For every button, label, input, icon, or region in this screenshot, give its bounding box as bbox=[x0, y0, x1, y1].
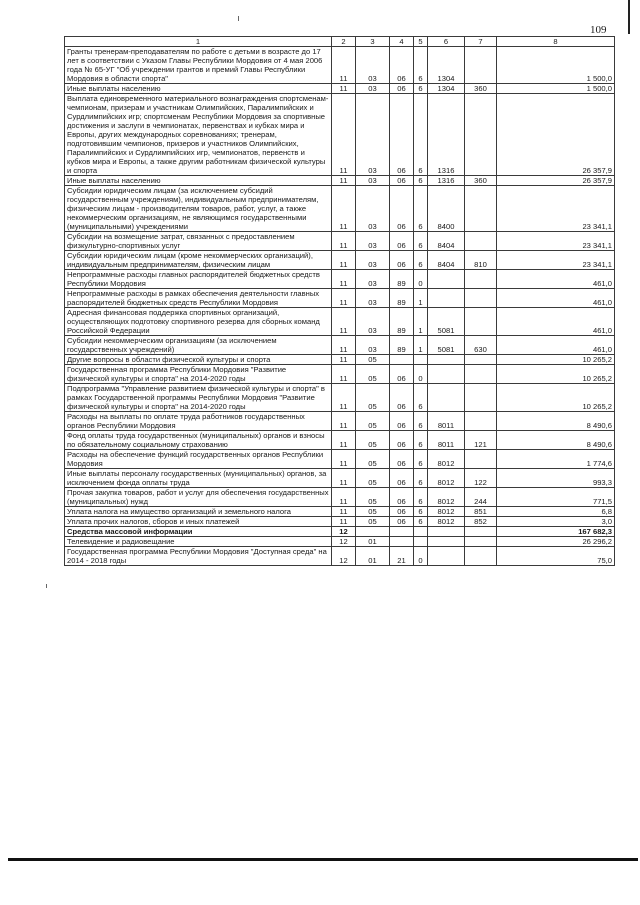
row-expense-type: 360 bbox=[465, 84, 497, 94]
row-subprogram: 6 bbox=[414, 176, 428, 186]
row-item-code bbox=[428, 355, 465, 365]
row-amount: 1 500,0 bbox=[497, 84, 615, 94]
column-header: 6 bbox=[428, 37, 465, 47]
row-expense-type: 851 bbox=[465, 507, 497, 517]
row-subsection: 05 bbox=[356, 450, 390, 469]
row-section: 12 bbox=[332, 537, 356, 547]
row-subsection: 05 bbox=[356, 431, 390, 450]
row-name: Субсидии юридическим лицам (за исключением субсидий государственным учреждениям), индивидуальным предпринимателям, физическим лицам - производителям товаров, работ, услуг, а также некоммерческим организациям, не являющимся государственными (муниципальными) учреждениями bbox=[65, 186, 332, 232]
margin-tick bbox=[46, 584, 47, 588]
row-expense-type bbox=[465, 365, 497, 384]
row-expense-type bbox=[465, 547, 497, 566]
row-amount: 8 490,6 bbox=[497, 412, 615, 431]
row-subsection: 05 bbox=[356, 384, 390, 412]
row-name: Расходы на выплаты по оплате труда работников государственных органов Республики Мордовия bbox=[65, 412, 332, 431]
row-amount: 26 357,9 bbox=[497, 176, 615, 186]
row-item-code: 1304 bbox=[428, 47, 465, 84]
row-program: 89 bbox=[390, 289, 414, 308]
row-item-code: 5081 bbox=[428, 336, 465, 355]
row-item-code bbox=[428, 289, 465, 308]
row-subsection: 05 bbox=[356, 412, 390, 431]
row-program bbox=[390, 527, 414, 537]
row-amount: 461,0 bbox=[497, 270, 615, 289]
column-header: 5 bbox=[414, 37, 428, 47]
row-name: Иные выплаты населению bbox=[65, 176, 332, 186]
row-subprogram: 6 bbox=[414, 84, 428, 94]
row-item-code bbox=[428, 384, 465, 412]
row-amount: 75,0 bbox=[497, 547, 615, 566]
row-program: 06 bbox=[390, 365, 414, 384]
row-item-code: 5081 bbox=[428, 308, 465, 336]
row-subprogram: 6 bbox=[414, 507, 428, 517]
row-name: Другие вопросы в области физической культуры и спорта bbox=[65, 355, 332, 365]
row-amount: 1 500,0 bbox=[497, 47, 615, 84]
table-row bbox=[65, 527, 615, 537]
row-subsection: 03 bbox=[356, 308, 390, 336]
row-subprogram bbox=[414, 527, 428, 537]
row-program: 89 bbox=[390, 336, 414, 355]
row-subprogram: 6 bbox=[414, 488, 428, 507]
row-name: Адресная финансовая поддержка спортивных организаций, осуществляющих подготовку спортивного резерва для сборных команд Российской Федерации bbox=[65, 308, 332, 336]
row-expense-type: 121 bbox=[465, 431, 497, 450]
row-amount: 461,0 bbox=[497, 336, 615, 355]
row-program: 06 bbox=[390, 84, 414, 94]
row-program: 06 bbox=[390, 47, 414, 84]
row-subsection: 03 bbox=[356, 94, 390, 176]
row-item-code: 8012 bbox=[428, 469, 465, 488]
row-program: 06 bbox=[390, 488, 414, 507]
row-amount: 993,3 bbox=[497, 469, 615, 488]
row-item-code bbox=[428, 270, 465, 289]
table-row bbox=[65, 450, 615, 469]
row-name: Субсидии некоммерческим организациям (за исключением государственных учреждений) bbox=[65, 336, 332, 355]
table-row bbox=[65, 469, 615, 488]
row-section: 11 bbox=[332, 47, 356, 84]
row-section: 11 bbox=[332, 365, 356, 384]
row-subprogram bbox=[414, 537, 428, 547]
row-expense-type bbox=[465, 47, 497, 84]
row-item-code: 8012 bbox=[428, 488, 465, 507]
row-subprogram: 1 bbox=[414, 289, 428, 308]
row-expense-type bbox=[465, 289, 497, 308]
row-program: 06 bbox=[390, 94, 414, 176]
header-row bbox=[65, 37, 615, 47]
row-amount: 8 490,6 bbox=[497, 431, 615, 450]
row-name: Уплата прочих налогов, сборов и иных платежей bbox=[65, 517, 332, 527]
row-subsection: 05 bbox=[356, 365, 390, 384]
table-body bbox=[65, 47, 615, 566]
row-program: 06 bbox=[390, 431, 414, 450]
table-row bbox=[65, 488, 615, 507]
row-program bbox=[390, 537, 414, 547]
row-subprogram: 6 bbox=[414, 412, 428, 431]
row-expense-type bbox=[465, 450, 497, 469]
row-subsection: 05 bbox=[356, 355, 390, 365]
row-program: 89 bbox=[390, 308, 414, 336]
row-program: 21 bbox=[390, 547, 414, 566]
row-subprogram: 6 bbox=[414, 431, 428, 450]
row-amount: 6,8 bbox=[497, 507, 615, 517]
table-row bbox=[65, 384, 615, 412]
row-subprogram: 0 bbox=[414, 547, 428, 566]
row-name: Гранты тренерам-преподавателям по работе с детьми в возрасте до 17 лет в соответствии с Указом Главы Республики Мордовия от 4 мая 2006 года № 65-УГ "Об учреждении грантов и премий Главы Республики Мордовия в области спорта" bbox=[65, 47, 332, 84]
row-amount: 167 682,3 bbox=[497, 527, 615, 537]
row-expense-type bbox=[465, 270, 497, 289]
row-program: 06 bbox=[390, 186, 414, 232]
table-row bbox=[65, 251, 615, 270]
row-amount: 26 357,9 bbox=[497, 94, 615, 176]
row-item-code: 8404 bbox=[428, 232, 465, 251]
row-item-code: 8011 bbox=[428, 431, 465, 450]
row-name: Фонд оплаты труда государственных (муниципальных) органов и взносы по обязательному социальному страхованию bbox=[65, 431, 332, 450]
row-name: Выплата единовременного материального вознаграждения спортсменам-чемпионам, призерам и участникам Олимпийских, Паралимпийских и Сурдлимпийских игр; спортсменам Республики Мордовия за спортивные достижения и заслуги в чемпионатах, первенствах и кубках мира и Европы, других международных соревнованиях; тренерам, подготовившим чемпионов, призеров и участников Олимпийских, Паралимпийских и Сурдлимпийских игр, чемпионатов, первенств и кубков мира и Европы, а также другим работникам физической культуры и спорта bbox=[65, 94, 332, 176]
table-row bbox=[65, 94, 615, 176]
row-section: 12 bbox=[332, 547, 356, 566]
row-program: 06 bbox=[390, 450, 414, 469]
row-subsection: 03 bbox=[356, 232, 390, 251]
row-section: 11 bbox=[332, 355, 356, 365]
margin-tick bbox=[238, 16, 239, 21]
corner-mark bbox=[628, 0, 630, 34]
row-subsection: 03 bbox=[356, 47, 390, 84]
row-subsection: 03 bbox=[356, 251, 390, 270]
row-amount: 10 265,2 bbox=[497, 355, 615, 365]
row-program bbox=[390, 355, 414, 365]
page-number: 109 bbox=[590, 24, 607, 36]
table-row bbox=[65, 270, 615, 289]
row-subprogram: 1 bbox=[414, 308, 428, 336]
row-amount: 771,5 bbox=[497, 488, 615, 507]
row-item-code: 1316 bbox=[428, 94, 465, 176]
row-amount: 1 774,6 bbox=[497, 450, 615, 469]
row-subprogram: 6 bbox=[414, 47, 428, 84]
table-row bbox=[65, 365, 615, 384]
table-row bbox=[65, 176, 615, 186]
row-subprogram: 6 bbox=[414, 384, 428, 412]
row-amount: 10 265,2 bbox=[497, 384, 615, 412]
column-header: 7 bbox=[465, 37, 497, 47]
row-item-code: 8012 bbox=[428, 507, 465, 517]
row-section: 11 bbox=[332, 450, 356, 469]
row-subprogram: 6 bbox=[414, 186, 428, 232]
row-subprogram: 1 bbox=[414, 336, 428, 355]
row-section: 11 bbox=[332, 308, 356, 336]
row-name: Уплата налога на имущество организаций и земельного налога bbox=[65, 507, 332, 517]
row-section: 11 bbox=[332, 488, 356, 507]
row-amount: 10 265,2 bbox=[497, 365, 615, 384]
row-name: Иные выплаты населению bbox=[65, 84, 332, 94]
row-subprogram: 6 bbox=[414, 450, 428, 469]
row-subsection: 03 bbox=[356, 176, 390, 186]
bottom-rule bbox=[8, 858, 638, 861]
row-section: 11 bbox=[332, 412, 356, 431]
table-row bbox=[65, 289, 615, 308]
row-amount: 461,0 bbox=[497, 289, 615, 308]
row-subprogram: 0 bbox=[414, 365, 428, 384]
row-expense-type bbox=[465, 94, 497, 176]
row-name: Государственная программа Республики Мордовия "Доступная среда" на 2014 - 2018 годы bbox=[65, 547, 332, 566]
row-section: 11 bbox=[332, 517, 356, 527]
row-program: 06 bbox=[390, 176, 414, 186]
row-section: 11 bbox=[332, 84, 356, 94]
row-subsection: 03 bbox=[356, 270, 390, 289]
row-item-code bbox=[428, 527, 465, 537]
row-item-code: 8011 bbox=[428, 412, 465, 431]
table-row bbox=[65, 547, 615, 566]
row-subprogram: 6 bbox=[414, 251, 428, 270]
row-section: 12 bbox=[332, 527, 356, 537]
row-expense-type: 360 bbox=[465, 176, 497, 186]
row-program: 06 bbox=[390, 232, 414, 251]
row-name: Непрограммные расходы в рамках обеспечения деятельности главных распорядителей бюджетных средств Республики Мордовия bbox=[65, 289, 332, 308]
row-item-code: 8400 bbox=[428, 186, 465, 232]
row-name: Расходы на обеспечение функций государственных органов Республики Мордовия bbox=[65, 450, 332, 469]
budget-table bbox=[64, 36, 615, 566]
row-amount: 23 341,1 bbox=[497, 186, 615, 232]
row-program: 06 bbox=[390, 517, 414, 527]
row-item-code: 8012 bbox=[428, 450, 465, 469]
row-expense-type bbox=[465, 527, 497, 537]
row-subsection: 03 bbox=[356, 84, 390, 94]
row-subsection: 03 bbox=[356, 336, 390, 355]
table-row bbox=[65, 232, 615, 251]
row-expense-type bbox=[465, 186, 497, 232]
row-name: Субсидии на возмещение затрат, связанных с предоставлением физкультурно-спортивных услуг bbox=[65, 232, 332, 251]
row-section: 11 bbox=[332, 384, 356, 412]
row-section: 11 bbox=[332, 232, 356, 251]
row-expense-type: 852 bbox=[465, 517, 497, 527]
table-row bbox=[65, 507, 615, 517]
row-name: Субсидии юридическим лицам (кроме некоммерческих организаций), индивидуальным предпринимателям, физическим лицам bbox=[65, 251, 332, 270]
row-section: 11 bbox=[332, 469, 356, 488]
column-header: 2 bbox=[332, 37, 356, 47]
row-name: Непрограммные расходы главных распорядителей бюджетных средств Республики Мордовия bbox=[65, 270, 332, 289]
row-name: Телевидение и радиовещание bbox=[65, 537, 332, 547]
table-row bbox=[65, 47, 615, 84]
row-expense-type: 630 bbox=[465, 336, 497, 355]
row-subsection bbox=[356, 527, 390, 537]
row-section: 11 bbox=[332, 507, 356, 517]
row-program: 06 bbox=[390, 412, 414, 431]
row-item-code: 8404 bbox=[428, 251, 465, 270]
table-row bbox=[65, 336, 615, 355]
table-row bbox=[65, 308, 615, 336]
row-subprogram: 6 bbox=[414, 517, 428, 527]
row-amount: 26 296,2 bbox=[497, 537, 615, 547]
row-name: Средства массовой информации bbox=[65, 527, 332, 537]
row-section: 11 bbox=[332, 186, 356, 232]
row-name: Подпрограмма "Управление развитием физической культуры и спорта" в рамках Государственной программы Республики Мордовия "Развитие физической культуры и спорта" на 2014-2020 годы bbox=[65, 384, 332, 412]
row-section: 11 bbox=[332, 431, 356, 450]
row-section: 11 bbox=[332, 176, 356, 186]
row-subprogram: 6 bbox=[414, 232, 428, 251]
row-expense-type bbox=[465, 232, 497, 251]
row-subsection: 03 bbox=[356, 289, 390, 308]
row-item-code: 1316 bbox=[428, 176, 465, 186]
row-name: Прочая закупка товаров, работ и услуг для обеспечения государственных (муниципальных) нужд bbox=[65, 488, 332, 507]
row-program: 06 bbox=[390, 251, 414, 270]
row-subsection: 01 bbox=[356, 547, 390, 566]
column-header: 3 bbox=[356, 37, 390, 47]
row-subprogram: 6 bbox=[414, 469, 428, 488]
row-item-code bbox=[428, 547, 465, 566]
row-expense-type bbox=[465, 308, 497, 336]
column-header: 8 bbox=[497, 37, 615, 47]
row-subprogram bbox=[414, 355, 428, 365]
row-expense-type: 122 bbox=[465, 469, 497, 488]
row-expense-type bbox=[465, 537, 497, 547]
table-row bbox=[65, 517, 615, 527]
row-item-code bbox=[428, 537, 465, 547]
row-subprogram: 6 bbox=[414, 94, 428, 176]
row-section: 11 bbox=[332, 94, 356, 176]
row-program: 06 bbox=[390, 507, 414, 517]
table-row bbox=[65, 537, 615, 547]
row-amount: 3,0 bbox=[497, 517, 615, 527]
table-row bbox=[65, 84, 615, 94]
row-item-code: 1304 bbox=[428, 84, 465, 94]
row-subsection: 05 bbox=[356, 488, 390, 507]
row-expense-type bbox=[465, 384, 497, 412]
row-item-code bbox=[428, 365, 465, 384]
row-section: 11 bbox=[332, 270, 356, 289]
table-row bbox=[65, 431, 615, 450]
table-row bbox=[65, 355, 615, 365]
column-header: 1 bbox=[65, 37, 332, 47]
row-section: 11 bbox=[332, 251, 356, 270]
table-row bbox=[65, 186, 615, 232]
row-subsection: 01 bbox=[356, 537, 390, 547]
column-header: 4 bbox=[390, 37, 414, 47]
table-row bbox=[65, 412, 615, 431]
row-program: 06 bbox=[390, 469, 414, 488]
row-subsection: 05 bbox=[356, 507, 390, 517]
row-subsection: 03 bbox=[356, 186, 390, 232]
row-amount: 23 341,1 bbox=[497, 232, 615, 251]
row-subprogram: 0 bbox=[414, 270, 428, 289]
row-amount: 23 341,1 bbox=[497, 251, 615, 270]
row-expense-type: 810 bbox=[465, 251, 497, 270]
row-expense-type bbox=[465, 355, 497, 365]
row-expense-type: 244 bbox=[465, 488, 497, 507]
row-amount: 461,0 bbox=[497, 308, 615, 336]
row-program: 89 bbox=[390, 270, 414, 289]
row-item-code: 8012 bbox=[428, 517, 465, 527]
row-section: 11 bbox=[332, 289, 356, 308]
row-program: 06 bbox=[390, 384, 414, 412]
row-section: 11 bbox=[332, 336, 356, 355]
row-subsection: 05 bbox=[356, 517, 390, 527]
row-name: Иные выплаты персоналу государственных (муниципальных) органов, за исключением фонда оплаты труда bbox=[65, 469, 332, 488]
row-expense-type bbox=[465, 412, 497, 431]
row-name: Государственная программа Республики Мордовия "Развитие физической культуры и спорта" на 2014-2020 годы bbox=[65, 365, 332, 384]
row-subsection: 05 bbox=[356, 469, 390, 488]
